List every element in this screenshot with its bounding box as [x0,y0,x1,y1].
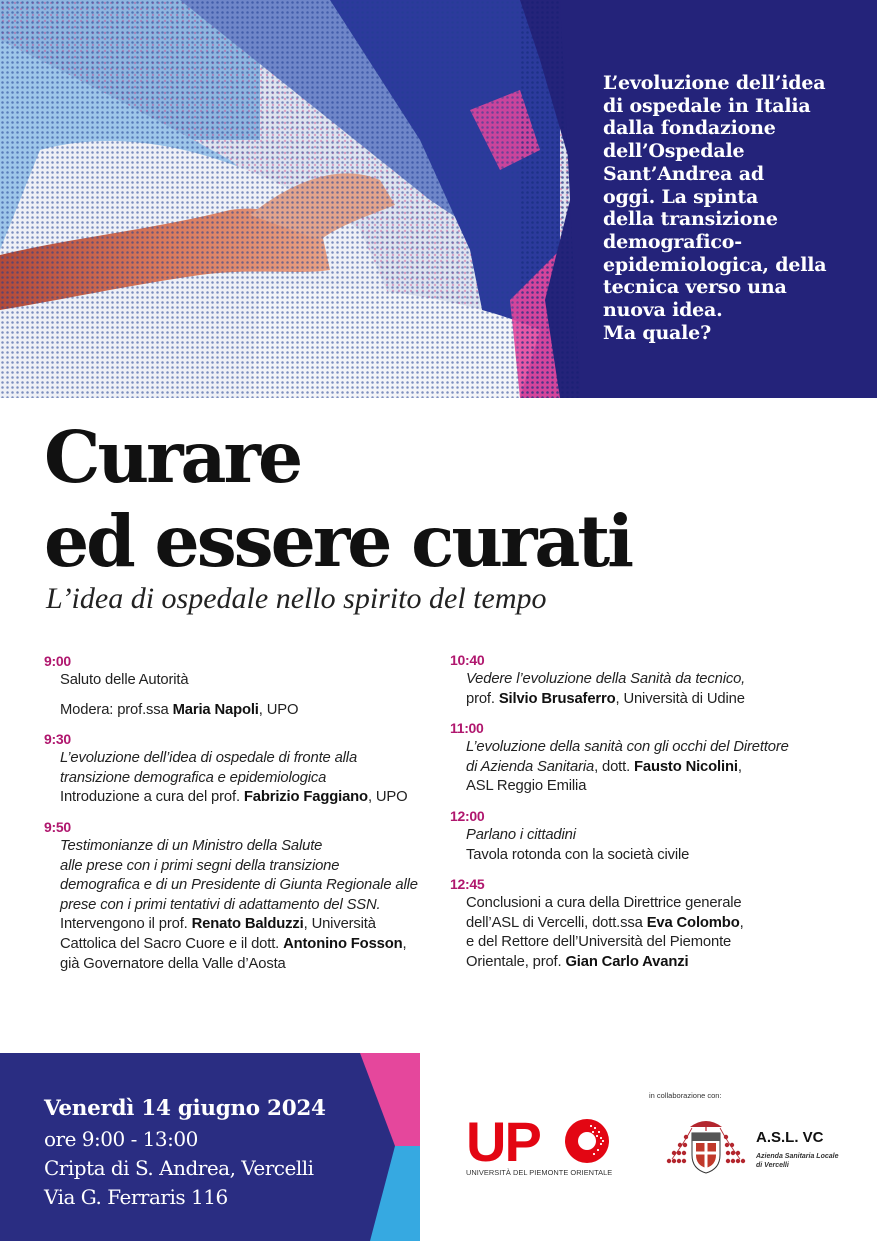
event-date: Venerdì 14 giugno 2024 [44,1096,326,1121]
hero-line: dalla fondazione [603,117,776,140]
event-details [44,1093,326,1212]
hero-line: oggi. La spinta [603,185,759,208]
program-column-left [44,652,444,984]
slot-text: Tavola rotonda con la società civile [466,846,690,863]
program-slot [450,719,850,797]
upo-letters: UP [466,1113,540,1167]
program-slot [44,652,444,720]
slot-time: 9:30 [44,731,71,748]
slot-time: 9:50 [44,818,71,835]
event-hours: ore 9:00 - 13:00 [44,1127,198,1151]
slot-talk-title: alle prese con i primi segni della transizione [60,857,340,874]
hero-line: tecnica verso una [603,276,787,299]
slot-time: 9:00 [44,653,71,669]
slot-talk-title: Vedere l’evoluzione della Sanità da tecnico, [466,671,746,687]
asl-subtitle [756,1153,838,1170]
hero-banner [0,0,877,398]
slot-time: 12:00 [450,807,485,824]
upo-logo-mark [466,1113,616,1167]
speaker-name: Maria Napoli [172,701,259,718]
slot-text: Saluto delle Autorità [60,672,189,688]
slot-speaker: dell’ASL di Vercelli, dott.ssa Eva Colombo, [466,914,744,931]
hero-line: demografico- [603,230,742,253]
hero-line: di ospedale in Italia [603,94,811,117]
slot-speaker: Introduzione a cura del prof. Fabrizio Faggiano, UPO [60,789,408,806]
speaker-name: Gian Carlo Avanzi [565,953,689,970]
slot-time: 11:00 [450,720,484,737]
hero-line: Sant’Andrea ad [603,162,764,185]
hero-intro-text [603,72,853,344]
title-line-2: ed essere curati [44,499,632,583]
slot-talk-title: Parlano i cittadini [466,826,576,843]
program-column-right [450,651,850,983]
asl-subtitle-line: di Vercelli [756,1161,789,1169]
program-slot [450,651,850,709]
slot-moderator: Modera: prof.ssa Maria Napoli, UPO [60,701,299,718]
program-slot [44,730,444,808]
slot-speaker-role: ASL Reggio Emilia [466,778,587,795]
program-slot [44,818,444,974]
upo-logo [466,1113,616,1185]
slot-talk-title: Testimonianze di un Ministro della Salute [60,837,323,854]
hero-line: epidemiologica, della [603,253,827,276]
event-address: Via G. Ferraris 116 [44,1185,228,1209]
page-subtitle: L’idea di ospedale nello spirito del tempo [46,582,547,615]
asl-vc-logo [660,1113,840,1181]
slot-talk-title: demografica e di un Presidente di Giunta Regionale alle [60,877,418,894]
hero-line: Ma quale? [603,321,712,344]
hero-line: dell’Ospedale [603,140,745,163]
hero-line: L’evoluzione dell’idea [603,72,826,94]
crest-icon [660,1113,752,1179]
event-venue: Cripta di S. Andrea, Vercelli [44,1156,314,1180]
slot-speaker: Intervengono il prof. Renato Balduzzi, Università [60,916,376,933]
upo-caption: UNIVERSITÀ DEL PIEMONTE ORIENTALE [466,1168,613,1177]
speaker-name: Silvio Brusaferro [498,690,616,707]
speaker-name: Eva Colombo [646,914,740,931]
hero-line: della transizione [603,208,778,231]
slot-talk-title: L’evoluzione dell’idea di ospedale di fronte alla [60,750,358,767]
slot-speaker: Orientale, prof. Gian Carlo Avanzi [466,953,689,970]
title-line-1: Curare [44,415,301,499]
page-title [44,415,631,583]
slot-talk-title: prese con i primi tentativi di adattamento del SSN. [60,896,381,913]
program-slot [450,807,850,865]
speaker-name: Fabrizio Faggiano [243,789,368,806]
slot-text: Conclusioni a cura della Direttrice generale [466,895,742,912]
slot-speaker: prof. Silvio Brusaferro, Università di Udine [466,690,745,707]
slot-speaker: Cattolica del Sacro Cuore e il dott. Antonino Fosson, [60,935,407,952]
slot-text: e del Rettore dell’Università del Piemonte [466,934,732,951]
asl-name: A.S.L. VC [756,1129,824,1146]
slot-talk-title: L’evoluzione della sanità con gli occhi del Direttore [466,739,789,756]
slot-speaker: di Azienda Sanitaria, dott. Fausto Nicolini, [466,758,742,775]
collaboration-label: in collaborazione con: [649,1091,722,1100]
slot-talk-title: transizione demografica e epidemiologica [60,769,327,786]
speaker-name: Renato Balduzzi [191,916,304,933]
speaker-name: Antonino Fosson [283,935,403,952]
slot-speaker-role: già Governatore della Valle d’Aosta [60,955,286,972]
program-slot [450,875,850,972]
slot-time: 10:40 [450,652,485,668]
speaker-name: Fausto Nicolini [634,758,738,775]
hero-line: nuova idea. [603,299,723,322]
slot-time: 12:45 [450,876,485,893]
asl-subtitle-line: Azienda Sanitaria Locale [756,1153,839,1160]
